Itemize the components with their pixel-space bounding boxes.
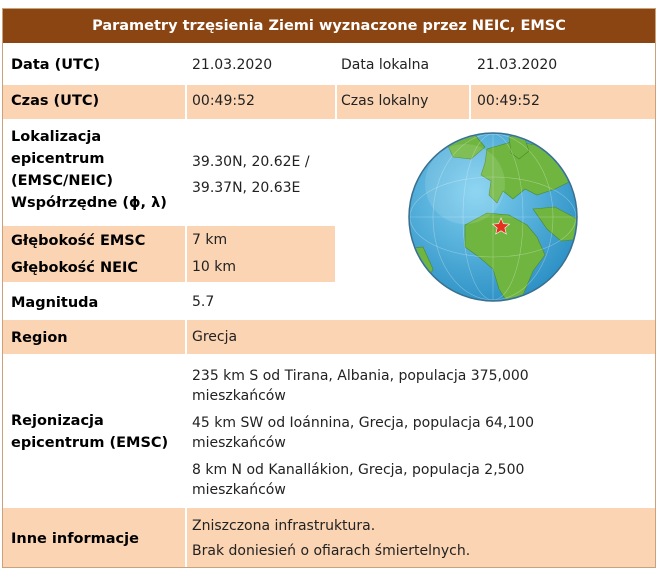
lokalizacja-value: 39.30N, 20.62E / 39.37N, 20.63E xyxy=(192,154,310,196)
czas-lokalny-value: 00:49:52 xyxy=(477,93,540,109)
data-utc-value: 21.03.2020 xyxy=(192,57,273,73)
glebokosc-emsc-value: 7 km xyxy=(192,232,228,248)
region-row-bg xyxy=(3,320,655,354)
earthquake-parameters-card xyxy=(2,8,656,568)
data-lokalna-value: 21.03.2020 xyxy=(477,57,558,73)
czas-utc-label: Czas (UTC) xyxy=(11,93,100,109)
globe-map-icon xyxy=(405,129,581,305)
list-item: 8 km N od Kanallákion, Grecja, populacja 2,500 mieszkańców xyxy=(192,462,525,498)
czas-utc-value: 00:49:52 xyxy=(192,93,255,109)
inne-value: Zniszczona infrastruktura. Brak doniesień o ofiarach śmiertelnych. xyxy=(192,518,471,559)
region-value: Grecja xyxy=(192,329,238,345)
data-lokalna-label: Data lokalna xyxy=(341,57,430,73)
inne-label: Inne informacje xyxy=(11,531,139,547)
table-title: Parametry trzęsienia Ziemi wyznaczone przez NEIC, EMSC xyxy=(3,9,655,43)
czas-row-bg xyxy=(3,85,655,119)
magnituda-label: Magnituda xyxy=(11,295,99,311)
magnituda-value: 5.7 xyxy=(192,294,215,310)
list-item: 45 km SW od Ioánnina, Grecja, populacja 64,100 mieszkańców xyxy=(192,415,535,451)
glebokosc-neic-label: Głębokość NEIC xyxy=(11,260,139,276)
rejonizacja-list xyxy=(192,366,534,500)
list-item: 235 km S od Tirana, Albania, populacja 375,000 mieszkańców xyxy=(192,368,529,404)
region-label: Region xyxy=(11,330,68,346)
data-utc-label: Data (UTC) xyxy=(11,57,101,73)
rejonizacja-label: Rejonizacja epicentrum (EMSC) xyxy=(11,413,169,451)
glebokosc-neic-value: 10 km xyxy=(192,259,237,275)
lokalizacja-label: Lokalizacja epicentrum (EMSC/NEIC) Współrzędne (ϕ, λ) xyxy=(11,129,167,211)
czas-lokalny-label: Czas lokalny xyxy=(341,93,429,109)
glebokosc-emsc-label: Głębokość EMSC xyxy=(11,233,146,249)
